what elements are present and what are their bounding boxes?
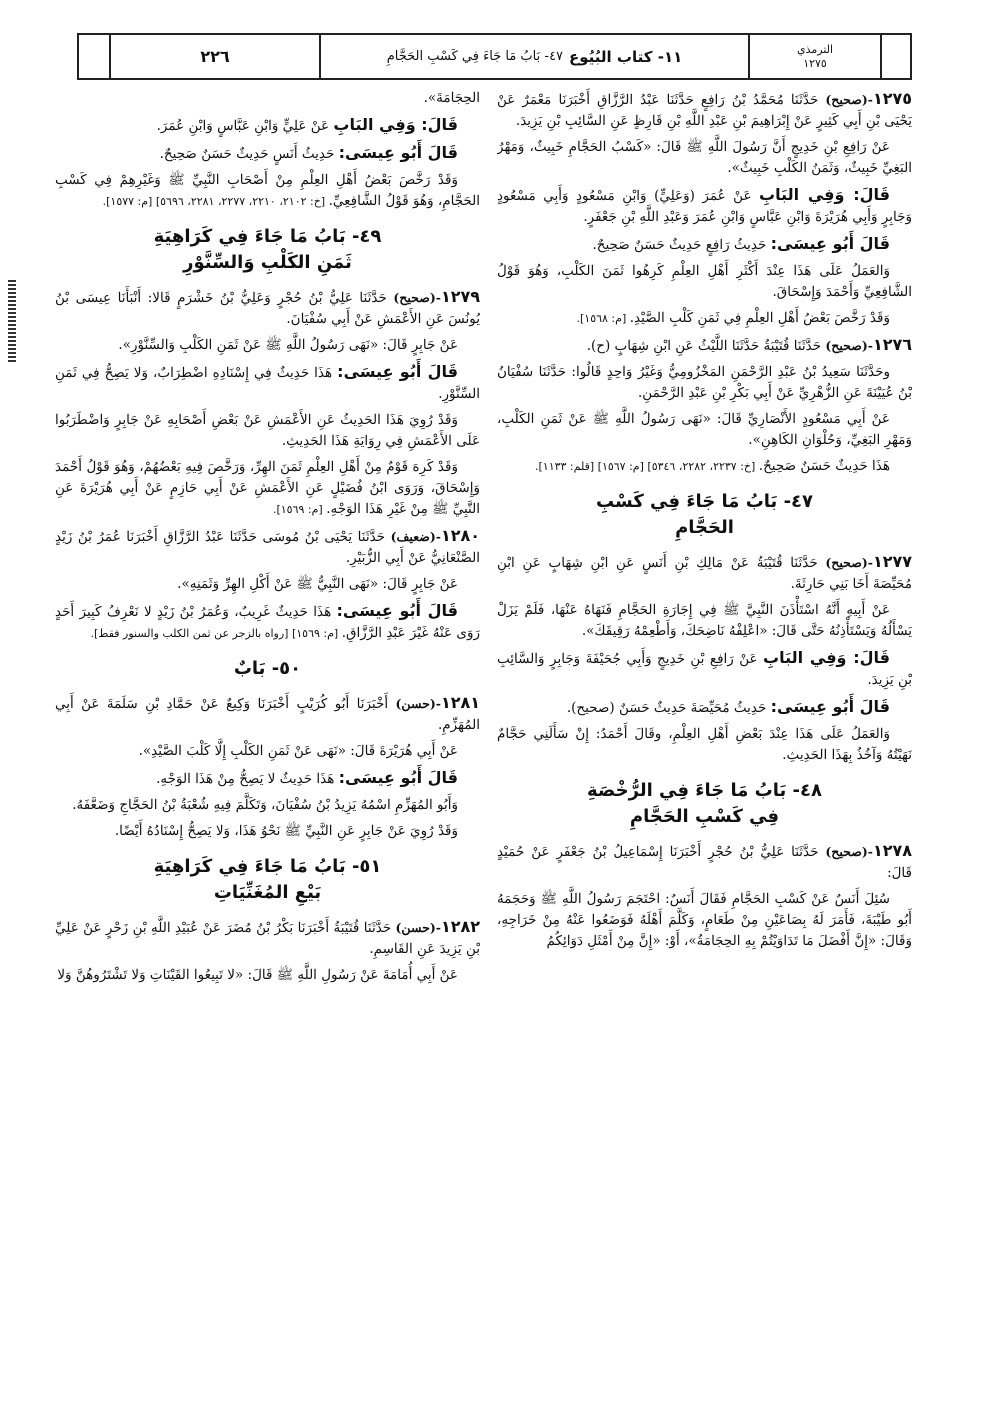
header-ref-label: الترمذي [796,42,834,56]
hadith-1277-grading: قَالَ أَبُو عِيسَى: حَدِيثُ مُحَيِّصَةَ حَدِيثٌ حَسَنٌ (صحيح). [566,697,890,716]
hadith-1275-bab: قَالَ: وَفِي البَابِ عَنْ عُمَرَ (وَعَلِيٍّ) وَابْنِ مَسْعُودٍ وَأَبِي مَسْعُودٍ وَجَابِرٍ وَأَبِي هُرَيْرَةَ وَابْنِ عَبَّاسٍ وَابْنِ عُمَرَ وَعَبْدِ اللَّهِ بْنِ جَعْفَرٍ. [497,185,912,225]
right-column [497,88,912,1381]
hadith-1275-amal: وَالعَمَلُ عَلَى هَذَا عِنْدَ أَكْثَرِ أَهْلِ العِلْمِ كَرِهُوا ثَمَنَ الكَلْبِ، وَهُوَ قَوْلُ الشَّافِعِيِّ وَأَحْمَدَ وَإِسْحَاقَ. [497,263,912,300]
hadith-1275-rukhsa: وَقَدْ رَخَّصَ بَعْضُ أَهْلِ العِلْمِ فِي ثَمَنِ كَلْبِ الصَّيْدِ. [م: ١٥٦٨]. [576,310,890,326]
side-stamp [8,278,16,362]
hadith-1278-matn: سُئِلَ أَنَسٌ عَنْ كَسْبِ الحَجَّامِ فَقَالَ أَنَسٌ: احْتَجَمَ رَسُولُ اللَّهِ ﷺ وَحَجَمَهُ أَبُو طَيْبَةَ، فَأَمَرَ لَهُ بِصَاعَيْنِ مِنْ طَعَامٍ، وَكَلَّمَ أَهْلَهُ فَوَضَعُوا عَنْهُ مِنْ خَرَاجِهِ، وَقَالَ: «إِنَّ أَفْضَلَ مَا تَدَاوَيْتُمْ بِهِ الحِجَامَةُ»، أَوْ: «إِنَّ مِنْ أَمْثَلِ دَوَائِكُمُ [497,891,912,949]
hadith-1275-isnad: ١٢٧٥-(صحيح) حَدَّثَنَا مُحَمَّدُ بْنُ رَافِعٍ حَدَّثَنَا عَبْدُ الرَّزَّاقِ أَخْبَرَنَا مَعْمَرٌ عَنْ يَحْيَى بْنِ أَبِي كَثِيرٍ عَنْ إِبْرَاهِيمَ بْنِ عَبْدِ اللَّهِ بْنِ قَارِظٍ عَنِ السَّائِبِ بْنِ يَزِيدَ. [497,89,912,129]
hadith-1281-note2: وَقَدْ رُوِيَ عَنْ جَابِرٍ عَنِ النَّبِيِّ ﷺ نَحْوُ هَذَا، وَلا يَصِحُّ إِسْنَادُهُ أَيْضًا. [114,823,458,839]
chapter-47-heading: ٤٧- بَابُ مَا جَاءَ فِي كَسْبِ الحَجَّامِ [595,491,814,538]
hadith-1279-isnad: ١٢٧٩-(صحيح) حَدَّثَنَا عَلِيُّ بْنُ حُجْرٍ وَعَلِيُّ بْنُ خَشْرَمٍ قَالا: أَنْبَأَنَا عِيسَى بْنُ يُونُسَ عَنِ الأَعْمَشِ عَنْ أَبِي سُفْيَانَ. [55,287,480,327]
hadith-1280-matn: عَنْ جَابِرٍ قَالَ: «نَهَى النَّبِيُّ ﷺ عَنْ أَكْلِ الهِرِّ وَثَمَنِهِ». [177,576,458,592]
hadith-1278-isnad: ١٢٧٨-(صحيح) حَدَّثَنَا عَلِيُّ بْنُ حُجْرٍ أَخْبَرَنَا إِسْمَاعِيلُ بْنُ جَعْفَرٍ عَنْ حُمَيْدٍ قَالَ: [497,841,912,881]
hadith-1277-bab: قَالَ: وَفِي البَابِ عَنْ رَافِعِ بْنِ خَدِيجٍ وَأَبِي جُحَيْفَةَ وَجَابِرٍ وَالسَّائِبِ بْنِ يَزِيدَ. [497,648,912,688]
hadith-1277-matn: عَنْ أَبِيهِ أَنَّهُ اسْتَأْذَنَ النَّبِيَّ ﷺ فِي إِجَارَةِ الحَجَّامِ فَنَهَاهُ عَنْهَا، فَلَمْ يَزَلْ يَسْأَلُهُ وَيَسْتَأْذِنُهُ حَتَّى قَالَ: «اعْلِفْهُ نَاضِحَكَ، وَأَطْعِمْهُ رَقِيقَكَ». [497,602,912,639]
hadith-1279-grading: قَالَ أَبُو عِيسَى: هَذَا حَدِيثٌ فِي إِسْنَادِهِ اضْطِرَابٌ، وَلا يَصِحُّ فِي ثَمَنِ السِّنَّوْرِ. [55,362,480,402]
hadith-1282-isnad: ١٢٨٢-(حسن) حَدَّثَنَا قُتَيْبَةُ أَخْبَرَنَا بَكْرُ بْنُ مُضَرَ عَنْ عُبَيْدِ اللَّهِ بْنِ زَحْرٍ عَنْ عَلِيِّ بْنِ يَزِيدَ عَنِ القَاسِمِ. [55,917,480,957]
header-blank-right [880,35,910,78]
hadith-1277-isnad: ١٢٧٧-(صحيح) حَدَّثَنَا قُتَيْبَةُ عَنْ مَالِكِ بْنِ أَنَسٍ عَنِ ابْنِ شِهَابٍ عَنِ ابْنِ مُحَيِّصَةَ أَخَا بَنِي حَارِثَةَ. [497,552,912,592]
chapter-49-heading: ٤٩- بَابُ مَا جَاءَ فِي كَرَاهِيَةِ ثَمَنِ الكَلْبِ وَالسِّنَّوْرِ [153,226,382,273]
header-ref-number: ١٢٧٥ [803,56,827,70]
hadith-1279-matn: عَنْ جَابِرٍ قَالَ: «نَهَى رَسُولُ اللَّهِ ﷺ عَنْ ثَمَنِ الكَلْبِ وَالسِّنَّوْرِ». [118,337,458,353]
hadith-1280-grading: قَالَ أَبُو عِيسَى: هَذَا حَدِيثٌ غَرِيبٌ، وَعُمَرُ بْنُ زَيْدٍ لا نَعْرِفُ كَبِيرَ أَحَدٍ رَوَى عَنْهُ غَيْرَ عَبْدِ الرَّزَّاقِ. [م: ١٥٦٩] [رواه بالزجر عن ثمن الكلب والسنور فقط]. [55,601,480,641]
header-reference [748,35,880,78]
hadith-1278-rukhsa: وَقَدْ رَخَّصَ بَعْضُ أَهْلِ العِلْمِ مِنْ أَصْحَابِ النَّبِيِّ ﷺ وَغَيْرِهِمْ فِي كَسْبِ الحَجَّامِ، وَهُوَ قَوْلُ الشَّافِعِيِّ. [خ: ٢١٠٢، ٢٢١٠، ٢٢٧٧، ٢٢٨١، ٥٦٩٦] [م: ١٥٧٧]. [55,172,480,209]
hadith-1280-isnad: ١٢٨٠-(ضعيف) حَدَّثَنَا يَحْيَى بْنُ مُوسَى حَدَّثَنَا عَبْدُ الرَّزَّاقِ أَخْبَرَنَا عُمَرُ بْنُ زَيْدٍ الصَّنْعَانِيُّ عَنْ أَبِي الزُّبَيْرِ. [55,526,480,566]
left-column [55,88,480,1381]
chapter-48-heading: ٤٨- بَابُ مَا جَاءَ فِي الرُّخْصَةِ فِي كَسْبِ الحَجَّامِ [587,780,822,827]
page-header [77,33,912,80]
hadith-1276-isnad: ١٢٧٦-(صحيح) حَدَّثَنَا قُتَيْبَةُ حَدَّثَنَا اللَّيْثُ عَنِ ابْنِ شِهَابٍ (ح). [586,335,912,354]
book-title: ١١- كتاب البُيُوع [569,47,683,66]
hadith-1279-note2: وَقَدْ كَرِهَ قَوْمٌ مِنْ أَهْلِ العِلْمِ ثَمَنَ الهِرِّ، وَرَخَّصَ فِيهِ بَعْضُهُمْ، وَهُوَ قَوْلُ أَحْمَدَ وَإِسْحَاقَ، وَرَوَى ابْنُ فُضَيْلٍ عَنِ الأَعْمَشِ عَنْ أَبِي حَازِمٍ عَنْ أَبِي هُرَيْرَةَ عَنِ النَّبِيِّ ﷺ مِنْ غَيْرِ هَذَا الوَجْهِ. [م: ١٥٦٩]. [55,459,480,517]
hadith-1275-grading: قَالَ أَبُو عِيسَى: حَدِيثُ رَافِعٍ حَدِيثٌ حَسَنٌ صَحِيحٌ. [592,234,890,253]
hadith-1281-matn: عَنْ أَبِي هُرَيْرَةَ قَالَ: «نَهَى عَنْ ثَمَنِ الكَلْبِ إِلَّا كَلْبَ الصَّيْدِ». [138,743,458,759]
hadith-1281-grading: قَالَ أَبُو عِيسَى: هَذَا حَدِيثٌ لا يَصِحُّ مِنْ هَذَا الوَجْهِ. [156,768,458,787]
hadith-1276-grading: هَذَا حَدِيثٌ حَسَنٌ صَحِيحٌ. [خ: ٢٢٣٧، ٢٢٨٢، ٥٣٤٦] [م: ١٥٦٧] [قلم: ١١٣٣]. [535,458,890,474]
hadith-1282-matn: عَنْ أَبِي أُمَامَةَ عَنْ رَسُولِ اللَّهِ ﷺ قَالَ: «لا تَبِيعُوا القَيْنَاتِ وَلا تَشْتَرُوهُنَّ وَلا [57,967,458,983]
chapter-51-heading: ٥١- بَابُ مَا جَاءَ فِي كَرَاهِيَةِ بَيْعِ المُغَنِّيَاتِ [153,856,382,903]
chapter-50-heading: ٥٠- بَابٌ [233,658,302,679]
hadith-1275-matn: عَنْ رَافِعِ بْنِ خَدِيجٍ أَنَّ رَسُولَ اللَّهِ ﷺ قَالَ: «كَسْبُ الحَجَّامِ خَبِيثٌ، وَمَهْرُ البَغِيِّ خَبِيثٌ، وَثَمَنُ الكَلْبِ خَبِيثٌ». [497,139,912,176]
hadith-1278-grading: قَالَ أَبُو عِيسَى: حَدِيثُ أَنَسٍ حَدِيثٌ حَسَنٌ صَحِيحٌ. [159,143,458,162]
hadith-1281-isnad: ١٢٨١-(حسن) أَخْبَرَنَا أَبُو كُرَيْبٍ أَخْبَرَنَا وَكِيعٌ عَنْ حَمَّادِ بْنِ سَلَمَةَ عَنْ أَبِي المُهَزِّمِ. [55,693,480,733]
hadith-1276-isnad2: وحَدَّثَنَا سَعِيدُ بْنُ عَبْدِ الرَّحْمَنِ المَخْزُومِيُّ وَغَيْرُ وَاحِدٍ قَالُوا: حَدَّثَنَا سُفْيَانُ بْنُ عُيَيْنَةَ عَنِ الزُّهْرِيِّ عَنْ أَبِي بَكْرِ بْنِ عَبْدِ الرَّحْمَنِ. [497,364,912,401]
header-blank-left [79,35,109,78]
hadith-1281-note: وَأَبُو المُهَزِّمِ اسْمُهُ يَزِيدُ بْنُ سُفْيَانَ، وَتَكَلَّمَ فِيهِ شُعْبَةُ بْنُ الحَجَّاجِ وَضَعَّفَهُ. [72,797,458,813]
hadith-1276-matn: عَنْ أَبِي مَسْعُودٍ الأَنْصَارِيِّ قَالَ: «نَهَى رَسُولُ اللَّهِ ﷺ عَنْ ثَمَنِ الكَلْبِ، وَمَهْرِ البَغِيِّ، وَحُلْوَانِ الكَاهِنِ». [497,411,912,448]
hadith-1277-amal: وَالعَمَلُ عَلَى هَذَا عِنْدَ بَعْضِ أَهْلِ العِلْمِ، وقَالَ أَحْمَدُ: إِنْ سَأَلَنِي حَجَّامٌ نَهَيْتُهُ وَآخُذُ بِهَذَا الحَدِيثِ. [497,726,912,763]
chapter-title: ٤٧- بَابُ مَا جَاءَ فِي كَسْبِ الحَجَّامِ [386,49,564,64]
hadith-1278-continuation: الحِجَامَةَ». [423,90,480,106]
hadith-1279-note: وَقَدْ رُوِيَ هَذَا الحَدِيثُ عَنِ الأَعْمَشِ عَنْ بَعْضِ أَصْحَابِهِ عَنْ جَابِرٍ وَاضْطَرَبُوا عَلَى الأَعْمَشِ فِي رِوَايَةِ هَذَا الحَدِيثِ. [55,412,480,449]
page-number: ٢٢٦ [109,35,319,78]
header-title [319,35,748,78]
hadith-1278-bab: قَالَ: وَفِي البَابِ عَنْ عَلِيٍّ وَابْنِ عَبَّاسٍ وَابْنِ عُمَرَ. [156,115,458,134]
